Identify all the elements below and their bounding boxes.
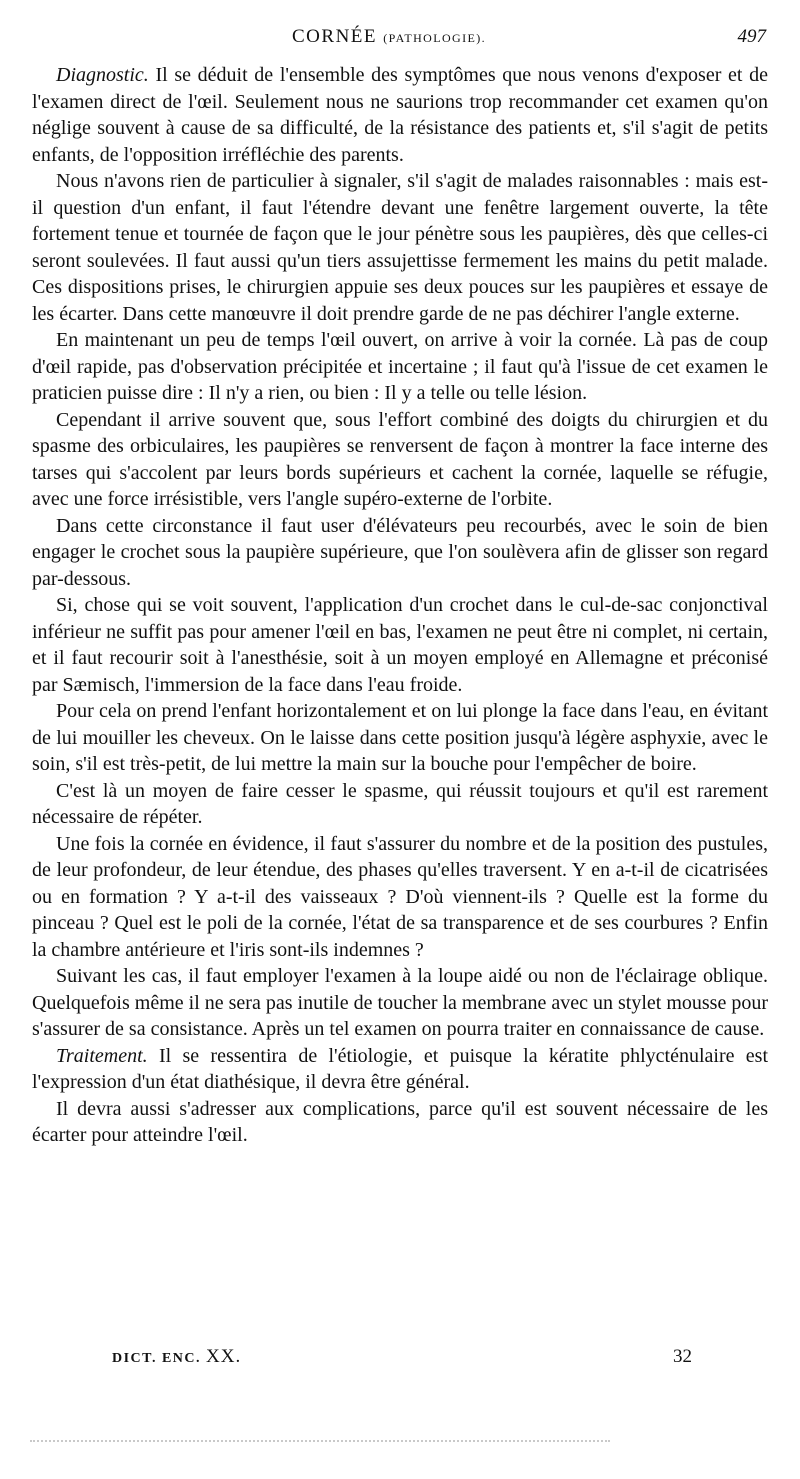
running-header	[32, 26, 768, 56]
bleed-through-line	[30, 1440, 610, 1445]
section-heading-diagnostic: Diagnostic.	[56, 64, 149, 86]
paragraph-text: Suivant les cas, il faut employer l'examen à la loupe aidé ou non de l'éclairage oblique. Quelquefois même il ne sera pas inutile de toucher la membrane avec un stylet mousse pour s'assurer de sa consistance. Après un tel examen on pourra traiter en connaissance de cause.	[32, 965, 768, 1040]
running-title-sub: (PATHOLOGIE).	[383, 31, 487, 45]
paragraph-text: Pour cela on prend l'enfant horizontalement et on lui plonge la face dans l'eau, en évitant de lui mouiller les cheveux. On le laisse dans cette position jusqu'à légère asphyxie, avec le soin, s'il est très-petit, de lui mettre la main sur la bouche pour l'empêcher de boire.	[32, 700, 768, 775]
page-number: 497	[737, 26, 766, 47]
paragraph-traitement	[32, 1043, 768, 1096]
paragraph-text: Il devra aussi s'adresser aux complications, parce qu'il est souvent nécessaire de les écarter pour atteindre l'œil.	[32, 1097, 768, 1146]
signature-text: DICT. ENC.	[112, 1351, 202, 1366]
paragraph	[32, 831, 768, 964]
sheet-number: 32	[673, 1346, 692, 1367]
paragraph-text: C'est là un moyen de faire cesser le spasme, qui réussit toujours et qu'il est rarement nécessaire de répéter.	[32, 779, 768, 828]
paragraph-text: Dans cette circonstance il faut user d'élévateurs peu recourbés, avec le soin de bien engager le crochet sous la paupière supérieure, que l'on soulèvera afin de glisser son regard par-dessous.	[32, 514, 768, 590]
paragraph	[32, 963, 768, 1043]
paragraph	[32, 1096, 768, 1149]
paragraph	[32, 698, 768, 778]
signature-mark	[112, 1346, 241, 1368]
paragraph	[32, 168, 768, 327]
paragraph	[32, 327, 768, 407]
paragraph	[32, 407, 768, 513]
paragraph-text: En maintenant un peu de temps l'œil ouvert, on arrive à voir la cornée. Là pas de coup d'œil rapide, pas d'observation précipitée et incertaine ; il faut qu'à l'issue de cet examen le praticien puisse dire : Il n'y a rien, ou bien : Il y a telle ou telle lésion.	[32, 329, 768, 404]
running-title	[292, 26, 486, 48]
article-body	[32, 62, 768, 1149]
paragraph-text: Cependant il arrive souvent que, sous l'effort combiné des doigts du chirurgien et du spasme des orbiculaires, les paupières se renversent de façon à montrer la face interne des tarses qui s'accolent par leurs bords supérieurs et cachent la cornée, laquelle se réfugie, avec une force irrésistible, vers l'angle supéro-externe de l'orbite.	[32, 408, 768, 510]
paragraph-text: Il se ressentira de l'étiologie, et puisque la kératite phlycténulaire est l'expression d'un état diathésique, il devra être général.	[32, 1044, 768, 1093]
book-page	[32, 26, 768, 1149]
printer-signature-line	[112, 1346, 692, 1376]
paragraph-text: Il se déduit de l'ensemble des symptômes que nous venons d'exposer et de l'examen direct de l'œil. Seulement nous ne saurions trop recommander cet examen qu'on néglige souvent à cause de sa difficulté, de la résistance des patients et, s'il s'agit de petits enfants, de l'opposition irréfléchie des parents.	[32, 64, 768, 166]
paragraph-text: Si, chose qui se voit souvent, l'application d'un crochet dans le cul-de-sac conjonctival inférieur ne suffit pas pour amener l'œil en bas, l'examen ne peut être ni complet, ni certain, et il faut recourir soit à l'anesthésie, soit à un moyen employé en Allemagne et préconisé par Sæmisch, l'immersion de la face dans l'eau froide.	[32, 594, 768, 696]
paragraph	[32, 778, 768, 831]
volume-number: XX.	[206, 1346, 242, 1367]
paragraph	[32, 592, 768, 698]
section-heading-traitement: Traitement.	[56, 1044, 148, 1067]
paragraph	[32, 513, 768, 593]
paragraph-text: Nous n'avons rien de particulier à signaler, s'il s'agit de malades raisonnables : mais est-il question d'un enfant, il faut l'étendre devant une fenêtre largement ouverte, la tête fortement tenue et tournée de façon que le jour pénètre sous les paupières, dès que celles-ci seront soulevées. Il faut aussi qu'un tiers assujettisse fermement les mains du petit malade. Ces dispositions prises, le chirurgien appuie ses deux pouces sur les paupières et essaye de les écarter. Dans cette manœuvre il doit prendre garde de ne pas déchirer l'angle externe.	[32, 170, 768, 325]
paragraph-diagnostic	[32, 62, 768, 168]
running-title-main: CORNÉE	[292, 26, 377, 47]
paragraph-text: Une fois la cornée en évidence, il faut s'assurer du nombre et de la position des pustules, de leur profondeur, de leur étendue, des phases qu'elles traversent. Y en a-t-il de cicatrisées ou en formation ? Y a-t-il des vaisseaux ? D'où viennent-ils ? Quelle est la forme du pinceau ? Quel est le poli de la cornée, l'état de sa transparence et de ses courbures ? Enfin la chambre antérieure et l'iris sont-ils indemnes ?	[32, 832, 768, 961]
